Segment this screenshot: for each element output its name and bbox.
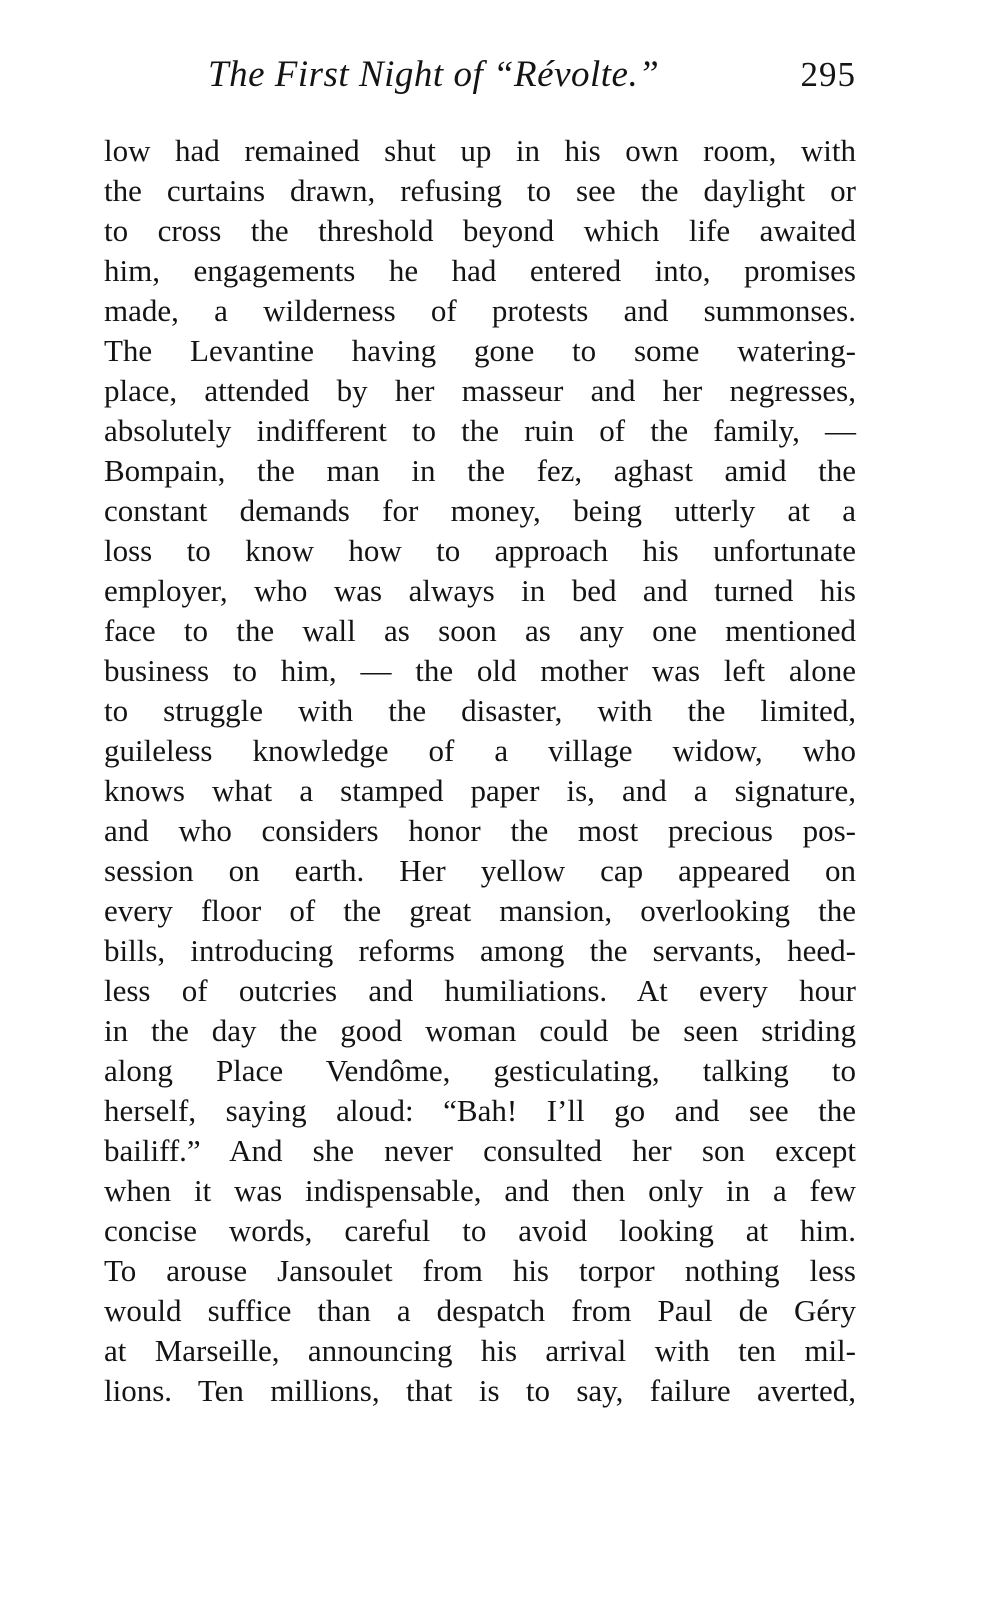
text-line: concise words, careful to avoid looking at him. (104, 1213, 856, 1248)
text-line: herself, saying aloud: “Bah! I’ll go and see the (104, 1093, 856, 1128)
text-line: session on earth. Her yellow cap appeared on (104, 853, 856, 888)
running-head (104, 50, 856, 100)
text-line: lions. Ten millions, that is to say, failure averted, (104, 1373, 856, 1408)
running-title: The First Night of “Révolte.” (208, 54, 660, 95)
text-line: made, a wilderness of protests and summonses. (104, 293, 856, 328)
text-line: and who considers honor the most precious pos- (104, 813, 856, 848)
text-line: place, attended by her masseur and her negresses, (104, 373, 856, 408)
text-line: to cross the threshold beyond which life awaited (104, 213, 856, 248)
text-line: when it was indispensable, and then only in a few (104, 1173, 856, 1208)
text-line: employer, who was always in bed and turned his (104, 573, 856, 608)
text-line: constant demands for money, being utterly at a (104, 493, 856, 528)
text-line: along Place Vendôme, gesticulating, talking to (104, 1053, 856, 1088)
text-line: Bompain, the man in the fez, aghast amid the (104, 453, 856, 488)
text-line: bills, introducing reforms among the servants, heed- (104, 933, 856, 968)
text-line: him, engagements he had entered into, promises (104, 253, 856, 288)
text-line: loss to know how to approach his unfortunate (104, 533, 856, 568)
text-line: face to the wall as soon as any one mentioned (104, 613, 856, 648)
text-line: guileless knowledge of a village widow, who (104, 733, 856, 768)
text-line: the curtains drawn, refusing to see the daylight or (104, 173, 856, 208)
text-line: every floor of the great mansion, overlooking the (104, 893, 856, 928)
text-line: business to him, — the old mother was left alone (104, 653, 856, 688)
text-line: in the day the good woman could be seen striding (104, 1013, 856, 1048)
text-line: less of outcries and humiliations. At every hour (104, 973, 856, 1008)
text-line: To arouse Jansoulet from his torpor nothing less (104, 1253, 856, 1288)
text-line: to struggle with the disaster, with the limited, (104, 693, 856, 728)
text-line: at Marseille, announcing his arrival with ten mil- (104, 1333, 856, 1368)
text-line: bailiff.” And she never consulted her son except (104, 1133, 856, 1168)
text-line: absolutely indifferent to the ruin of the family, — (104, 413, 856, 448)
text-line: would suffice than a despatch from Paul de Géry (104, 1293, 856, 1328)
text-line: The Levantine having gone to some watering- (104, 333, 856, 368)
body-text (104, 131, 856, 1411)
text-line: knows what a stamped paper is, and a signature, (104, 773, 856, 808)
page-number: 295 (800, 55, 856, 94)
text-line: low had remained shut up in his own room, with (104, 133, 856, 168)
